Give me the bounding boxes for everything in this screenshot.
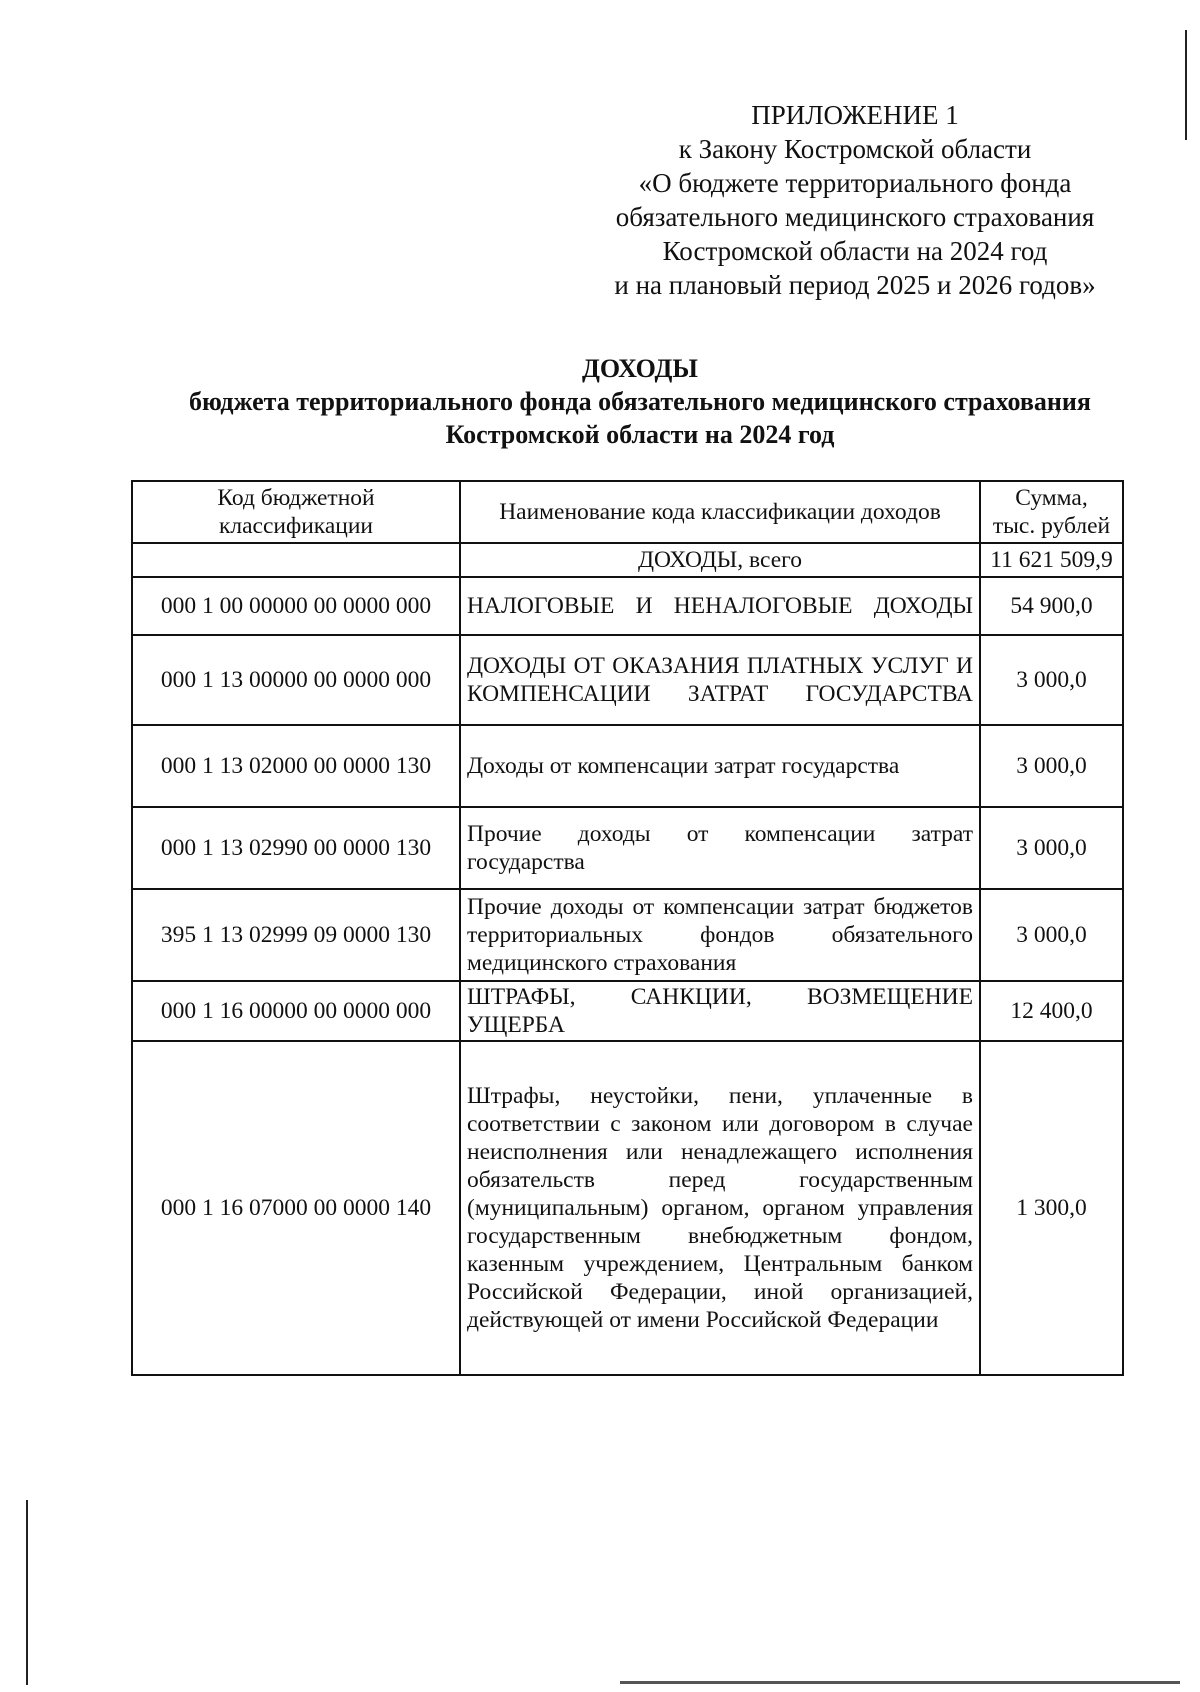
heading-subtitle-year: Костромской области на 2024 год bbox=[445, 420, 835, 449]
row-code: 000 1 16 07000 00 0000 140 bbox=[132, 1041, 460, 1375]
appendix-line: Костромской области на 2024 год bbox=[662, 236, 1048, 266]
header-sum-line: Сумма, bbox=[1015, 485, 1088, 511]
table-row bbox=[132, 981, 1123, 1041]
table-header-row bbox=[132, 481, 1123, 543]
table-row bbox=[132, 807, 1123, 889]
heading-subtitle: бюджета территориального фонда обязательного медицинского страхования bbox=[189, 387, 1091, 416]
row-sum: 1 300,0 bbox=[980, 1041, 1123, 1375]
row-sum: 3 000,0 bbox=[980, 725, 1123, 807]
row-sum: 3 000,0 bbox=[980, 889, 1123, 981]
appendix-line: ПРИЛОЖЕНИЕ 1 bbox=[751, 100, 959, 130]
row-code: 395 1 13 02999 09 0000 130 bbox=[132, 889, 460, 981]
row-code: 000 1 13 02000 00 0000 130 bbox=[132, 725, 460, 807]
scan-edge-line bbox=[620, 1681, 1180, 1684]
total-sum: 11 621 509,9 bbox=[980, 543, 1123, 577]
row-sum: 3 000,0 bbox=[980, 635, 1123, 725]
scan-edge-line bbox=[26, 1500, 28, 1685]
table-row bbox=[132, 1041, 1123, 1375]
row-name: Прочие доходы от компенсации затрат бюджетов территориальных фондов обязательного медицинского страхования bbox=[460, 889, 980, 981]
row-sum: 3 000,0 bbox=[980, 807, 1123, 889]
header-name: Наименование кода классификации доходов bbox=[460, 481, 980, 543]
row-sum: 54 900,0 bbox=[980, 577, 1123, 635]
appendix-line: и на плановый период 2025 и 2026 годов» bbox=[614, 270, 1096, 300]
appendix-line: к Закону Костромской области bbox=[678, 134, 1032, 164]
table-row bbox=[132, 635, 1123, 725]
table-row bbox=[132, 725, 1123, 807]
table-row bbox=[132, 577, 1123, 635]
header-sum bbox=[980, 481, 1123, 543]
row-name: Штрафы, неустойки, пени, уплаченные в соответствии с законом или договором в случае неисполнения или ненадлежащего исполнения обязательств перед государственным (муниципальным) органом, органом управления государственным внебюджетным фондом, казенным учреждением, Центральным банком Российской Федерации, иной организацией, действующей от имени Российской Федерации bbox=[460, 1041, 980, 1375]
row-sum: 12 400,0 bbox=[980, 981, 1123, 1041]
row-name: Доходы от компенсации затрат государства bbox=[460, 725, 980, 807]
row-name: ДОХОДЫ ОТ ОКАЗАНИЯ ПЛАТНЫХ УСЛУГ И КОМПЕНСАЦИИ ЗАТРАТ ГОСУДАРСТВА bbox=[460, 635, 980, 725]
header-code: Код бюджетной классификации bbox=[132, 481, 460, 543]
appendix-line: обязательного медицинского страхования bbox=[615, 202, 1095, 232]
table-row-total bbox=[132, 543, 1123, 577]
heading-title: ДОХОДЫ bbox=[582, 354, 698, 383]
row-code: 000 1 13 02990 00 0000 130 bbox=[132, 807, 460, 889]
scan-edge-line bbox=[1185, 30, 1187, 140]
row-name: ШТРАФЫ, САНКЦИИ, ВОЗМЕЩЕНИЕ УЩЕРБА bbox=[460, 981, 980, 1041]
row-code: 000 1 16 00000 00 0000 000 bbox=[132, 981, 460, 1041]
header-sum-unit: тыс. рублей bbox=[992, 513, 1111, 539]
revenue-table bbox=[131, 480, 1124, 1376]
total-code-cell bbox=[132, 543, 460, 577]
appendix-block bbox=[560, 98, 1150, 302]
row-name: НАЛОГОВЫЕ И НЕНАЛОГОВЫЕ ДОХОДЫ bbox=[460, 577, 980, 635]
appendix-line: «О бюджете территориального фонда bbox=[638, 168, 1072, 198]
total-label: ДОХОДЫ, всего bbox=[460, 543, 980, 577]
row-code: 000 1 13 00000 00 0000 000 bbox=[132, 635, 460, 725]
row-name: Прочие доходы от компенсации затрат государства bbox=[460, 807, 980, 889]
document-heading bbox=[100, 352, 1180, 451]
table-row bbox=[132, 889, 1123, 981]
row-code: 000 1 00 00000 00 0000 000 bbox=[132, 577, 460, 635]
